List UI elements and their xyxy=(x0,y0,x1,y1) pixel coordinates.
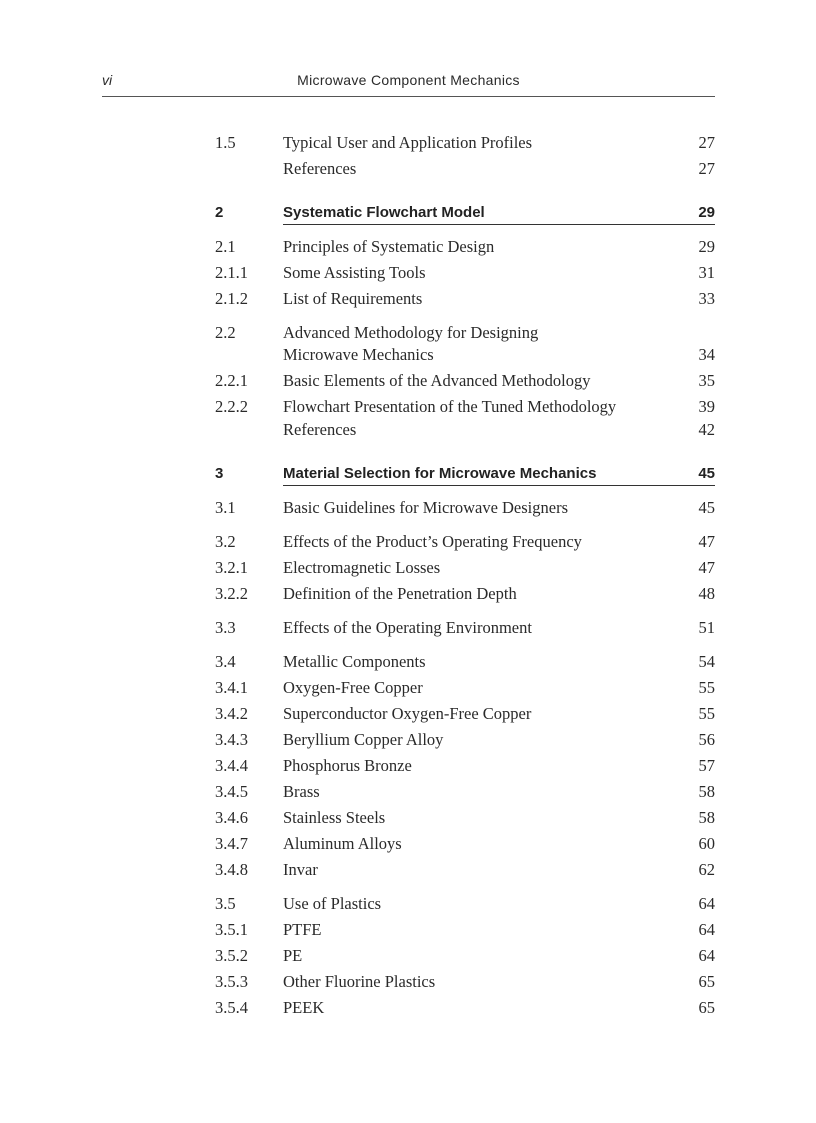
section-page: 35 xyxy=(698,371,715,390)
section-number: 3.5.3 xyxy=(215,972,248,991)
section-number: 2.1 xyxy=(215,237,236,256)
section-title: Basic Guidelines for Microwave Designers xyxy=(283,498,569,517)
section-page: 45 xyxy=(698,498,715,517)
section-number: 3.5.1 xyxy=(215,920,248,939)
section-page: 58 xyxy=(698,782,715,801)
section-number: 3.2.1 xyxy=(215,558,248,577)
section-page: 29 xyxy=(698,237,715,256)
section-number: 3.4.4 xyxy=(215,756,248,775)
section-number: 2.1.2 xyxy=(215,289,248,308)
section-title: Oxygen-Free Copper xyxy=(283,678,423,697)
section-page: 31 xyxy=(698,263,715,282)
section-page: 64 xyxy=(698,920,715,939)
section-number: 3.4.6 xyxy=(215,808,248,827)
section-title: References xyxy=(283,159,357,178)
section-title: PE xyxy=(283,946,303,965)
section-number: 3.1 xyxy=(215,498,236,517)
section-title: PEEK xyxy=(283,998,325,1017)
section-page: 60 xyxy=(698,834,715,853)
section-title: PTFE xyxy=(283,920,322,939)
section-number: 3.4.1 xyxy=(215,678,248,697)
chapter-page: 29 xyxy=(698,204,715,221)
toc-entry xyxy=(215,495,715,521)
section-title: Aluminum Alloys xyxy=(283,834,402,853)
section-page: 56 xyxy=(698,730,715,749)
section-page: 58 xyxy=(698,808,715,827)
toc-entry xyxy=(215,555,715,581)
chapter-number: 3 xyxy=(215,465,224,482)
section-number: 3.4.7 xyxy=(215,834,248,853)
running-header xyxy=(102,70,715,97)
section-page: 47 xyxy=(698,558,715,577)
section-title: Effects of the Operating Environment xyxy=(283,618,532,637)
section-title: Electromagnetic Losses xyxy=(283,558,441,577)
toc-entry xyxy=(215,995,715,1021)
section-title: Effects of the Product’s Operating Frequency xyxy=(283,532,582,551)
section-number: 3.4.2 xyxy=(215,704,248,723)
toc-entry xyxy=(215,969,715,995)
toc-entry xyxy=(215,917,715,943)
section-number: 1.5 xyxy=(215,133,236,152)
chapter-title: Systematic Flowchart Model xyxy=(283,204,485,221)
section-page: 42 xyxy=(698,420,715,439)
toc-entry xyxy=(215,260,715,286)
section-page: 64 xyxy=(698,894,715,913)
section-page: 27 xyxy=(698,133,715,152)
toc-entry xyxy=(215,417,715,443)
section-number: 3.5.4 xyxy=(215,998,248,1017)
toc-entry xyxy=(215,649,715,675)
section-page: 33 xyxy=(698,289,715,308)
section-number: 3.4 xyxy=(215,652,236,671)
section-title: Brass xyxy=(283,782,320,801)
toc-entry xyxy=(215,342,715,368)
section-number: 2.2.2 xyxy=(215,397,248,416)
section-title: Microwave Mechanics xyxy=(283,345,434,364)
section-title: List of Requirements xyxy=(283,289,423,308)
toc-entry xyxy=(215,581,715,607)
section-number: 2.2 xyxy=(215,323,236,342)
section-page: 55 xyxy=(698,678,715,697)
toc-entry xyxy=(215,368,715,394)
section-number: 3.2 xyxy=(215,532,236,551)
chapter-rule xyxy=(283,485,715,486)
book-title: Microwave Component Mechanics xyxy=(297,72,520,88)
section-title: References xyxy=(283,420,357,439)
section-page: 57 xyxy=(698,756,715,775)
section-number: 3.4.8 xyxy=(215,860,248,879)
section-page: 65 xyxy=(698,972,715,991)
toc-entry xyxy=(215,675,715,701)
section-title: Typical User and Application Profiles xyxy=(283,133,533,152)
section-page: 54 xyxy=(698,652,715,671)
chapter-rule xyxy=(283,224,715,225)
table-of-contents xyxy=(215,130,715,1021)
chapter-page: 45 xyxy=(698,465,715,482)
chapter-heading xyxy=(215,202,715,224)
section-number: 3.5 xyxy=(215,894,236,913)
section-number: 3.5.2 xyxy=(215,946,248,965)
section-title: Other Fluorine Plastics xyxy=(283,972,436,991)
chapter-number: 2 xyxy=(215,204,224,221)
section-page: 27 xyxy=(698,159,715,178)
section-title: Phosphorus Bronze xyxy=(283,756,412,775)
section-title: Principles of Systematic Design xyxy=(283,237,495,256)
section-number: 3.2.2 xyxy=(215,584,248,603)
toc-entry xyxy=(215,286,715,312)
toc-entry xyxy=(215,234,715,260)
toc-entry xyxy=(215,727,715,753)
toc-entry xyxy=(215,615,715,641)
section-title: Some Assisting Tools xyxy=(283,263,426,282)
toc-entry xyxy=(215,943,715,969)
section-title: Metallic Components xyxy=(283,652,426,671)
section-title: Stainless Steels xyxy=(283,808,386,827)
section-number: 2.1.1 xyxy=(215,263,248,282)
section-number: 3.4.3 xyxy=(215,730,248,749)
section-page: 48 xyxy=(698,584,715,603)
toc-entry xyxy=(215,130,715,156)
toc-entry xyxy=(215,831,715,857)
section-page: 47 xyxy=(698,532,715,551)
section-title: Use of Plastics xyxy=(283,894,382,913)
section-page: 62 xyxy=(698,860,715,879)
toc-entry xyxy=(215,857,715,883)
chapter-heading xyxy=(215,463,715,485)
section-page: 64 xyxy=(698,946,715,965)
section-title: Basic Elements of the Advanced Methodology xyxy=(283,371,591,390)
page-number: vi xyxy=(102,72,113,88)
section-number: 3.4.5 xyxy=(215,782,248,801)
toc-entry xyxy=(215,753,715,779)
section-title: Definition of the Penetration Depth xyxy=(283,584,517,603)
section-page: 39 xyxy=(698,397,715,416)
section-number: 2.2.1 xyxy=(215,371,248,390)
section-number: 3.3 xyxy=(215,618,236,637)
section-page: 34 xyxy=(698,345,715,364)
toc-entry xyxy=(215,805,715,831)
toc-entry xyxy=(215,529,715,555)
section-page: 51 xyxy=(698,618,715,637)
section-title: Superconductor Oxygen-Free Copper xyxy=(283,704,532,723)
section-page: 65 xyxy=(698,998,715,1017)
toc-entry xyxy=(215,779,715,805)
section-title: Advanced Methodology for Designing xyxy=(283,323,539,342)
toc-entry xyxy=(215,156,715,182)
section-title: Beryllium Copper Alloy xyxy=(283,730,444,749)
chapter-title: Material Selection for Microwave Mechanics xyxy=(283,465,597,482)
section-page: 55 xyxy=(698,704,715,723)
section-title: Flowchart Presentation of the Tuned Methodology xyxy=(283,397,617,416)
section-title: Invar xyxy=(283,860,318,879)
toc-entry xyxy=(215,701,715,727)
toc-entry xyxy=(215,891,715,917)
